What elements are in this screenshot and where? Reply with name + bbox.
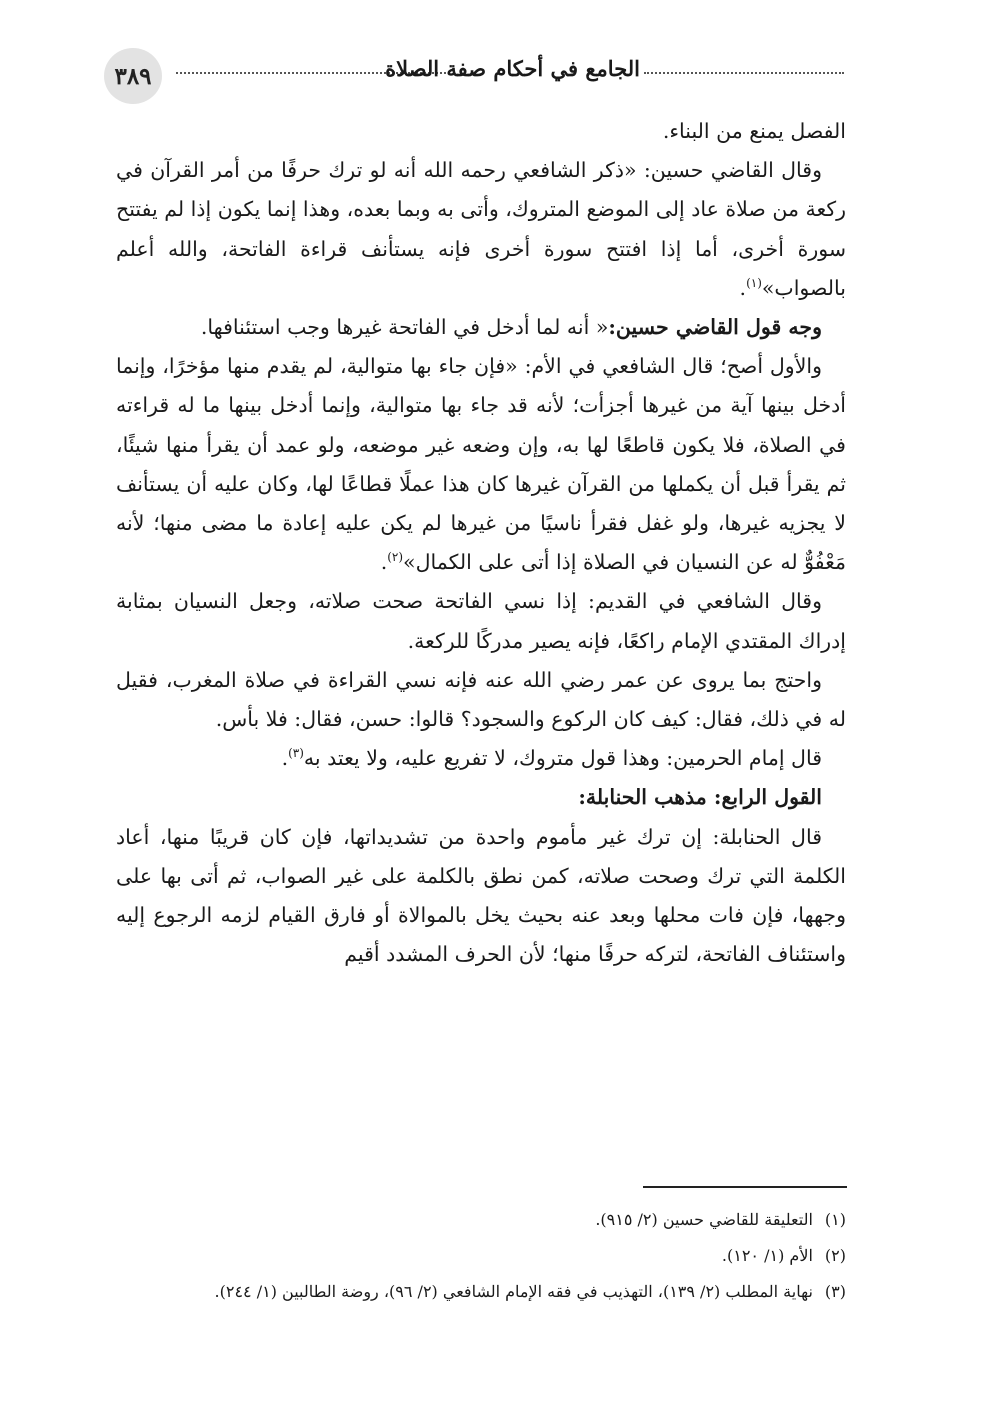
footnote-number: (٣) bbox=[824, 1282, 846, 1301]
footnote-number: (١) bbox=[824, 1210, 846, 1229]
footnote bbox=[116, 1274, 846, 1310]
paragraph-text: والأول أصح؛ قال الشافعي في الأم: «فإن جاء بها متوالية، لم يقدم منها مؤخرًا، وإنما أدخل بينها آية من غيرها أجزأت؛ لأنه قد جاء بها متوالية، وإنما أدخل بينها ما له قراءته في الصلاة، فلا يكون قاطعًا لها به، وإن وضعه غير موضعه، ولو عمد أن يقرأ منها شيئًا، ثم يقرأ قبل أن يكملها من القرآن غيرها كان هذا عملًا قطاعًا لها، وكان عليه أن يستأنف لا يجزيه غيرها، ولو غفل فقرأ ناسيًا من غيرها لم يكن عليه إعادة ما مضى منها؛ لأنه مَعْفُوٌّ له عن النسيان في الصلاة إذا أتى على الكمال» bbox=[116, 354, 846, 575]
footnote-text: الأم (١/ ١٢٠). bbox=[721, 1246, 813, 1265]
paragraph-text: قال إمام الحرمين: وهذا قول متروك، لا تفريع عليه، ولا يعتد به bbox=[303, 746, 822, 771]
footnote-text: نهاية المطلب (٢/ ١٣٩)، التهذيب في فقه الإمام الشافعي (٢/ ٩٦)، روضة الطالبين (١/ ٢٤٤). bbox=[214, 1282, 813, 1301]
footnote bbox=[116, 1238, 846, 1274]
footnote-number: (٢) bbox=[824, 1246, 846, 1265]
footnote-separator bbox=[643, 1186, 847, 1188]
paragraph: والأول أصح؛ قال الشافعي في الأم: «فإن جاء بها متوالية، لم يقدم منها مؤخرًا، وإنما أدخل بينها آية من غيرها أجزأت؛ لأنه قد جاء بها متوالية، وإنما أدخل بينها ما له قراءته في الصلاة، فلا يكون قاطعًا لها به، وإن وضعه غير موضعه، ولو عمد أن يقرأ منها شيئًا، ثم يقرأ قبل أن يكملها من القرآن غيرها كان هذا عملًا قطاعًا لها، وكان عليه أن يستأنف لا يجزيه غيرها، ولو غفل فقرأ ناسيًا من غيرها لم يكن عليه إعادة ما مضى منها؛ لأنه مَعْفُوٌّ له عن النسيان في الصلاة إذا أتى على الكمال»$^{(٢)}$. bbox=[116, 354, 846, 575]
footnote-ref: (١) bbox=[746, 275, 762, 290]
paragraph: قال إمام الحرمين: وهذا قول متروك، لا تفريع عليه، ولا يعتد به$^{(٣)}$. bbox=[281, 746, 822, 771]
footnote-ref: (٣) bbox=[288, 746, 304, 761]
footnote-text: التعليقة للقاضي حسين (٢/ ٩١٥). bbox=[595, 1210, 813, 1229]
footnote bbox=[116, 1202, 846, 1238]
running-title: الجامع في أحكام صفة الصلاة bbox=[385, 56, 640, 81]
paragraph: وقال القاضي حسين: «ذكر الشافعي رحمه الله أنه لو ترك حرفًا من أمر القرآن في ركعة من صلاة عاد إلى الموضع المتروك، وأتى به وبما بعده، وهذا إنما يكون إذا لم يفتتح سورة أخرى، أما إذا افتتح سورة أخرى فإنه يستأنف قراءة الفاتحة، والله أعلم بالصواب»$^{(١)}$. bbox=[116, 158, 846, 300]
paragraph-text: وقال القاضي حسين: «ذكر الشافعي رحمه الله أنه لو ترك حرفًا من أمر القرآن في ركعة من صلاة عاد إلى الموضع المتروك، وأتى به وبما بعده، وهذا إنما يكون إذا لم يفتتح سورة أخرى، أما إذا افتتح سورة أخرى فإنه يستأنف قراءة الفاتحة، والله أعلم بالصواب» bbox=[116, 158, 846, 300]
page-header bbox=[104, 44, 850, 100]
footnotes bbox=[116, 1202, 846, 1310]
paragraph: وقال الشافعي في القديم: إذا نسي الفاتحة صحت صلاته، وجعل النسيان بمثابة إدراك المقتدي الإمام راكعًا، فإنه يصير مدركًا للركعة. bbox=[116, 589, 846, 653]
paragraph: واحتج بما يروى عن عمر رضي الله عنه فإنه نسي القراءة في صلاة المغرب، فقيل له في ذلك، فقال: كيف كان الركوع والسجود؟ قالوا: حسن، فقال: فلا بأس. bbox=[116, 667, 846, 732]
paragraph: الفصل يمنع من البناء. bbox=[662, 119, 846, 143]
main-text bbox=[116, 112, 846, 974]
paragraph bbox=[116, 308, 846, 347]
footnote-ref: (٢) bbox=[387, 550, 404, 565]
header-dotted-rule-right bbox=[644, 72, 844, 74]
page-number: ٣٨٩ bbox=[104, 48, 162, 104]
bold-lead: وجه قول القاضي حسين: bbox=[608, 315, 822, 340]
section-heading: القول الرابع: مذهب الحنابلة: bbox=[578, 785, 822, 810]
paragraph: قال الحنابلة: إن ترك غير مأموم واحدة من تشديداتها، فإن كان قريبًا منها، أعاد الكلمة التي ترك وصحت صلاته، كمن نطق بالكلمة على غير الصواب، ثم أتى بها على وجهها، فإن فات محلها وبعد عنه بحيث يخل بالموالاة أو فارق القيام لزمه الرجوع إليه واستئناف الفاتحة، لتركه حرفًا منها؛ لأن الحرف المشدد أقيم bbox=[116, 824, 846, 967]
paragraph-text: « أنه لما أدخل في الفاتحة غيرها وجب استئنافها. bbox=[200, 315, 609, 340]
